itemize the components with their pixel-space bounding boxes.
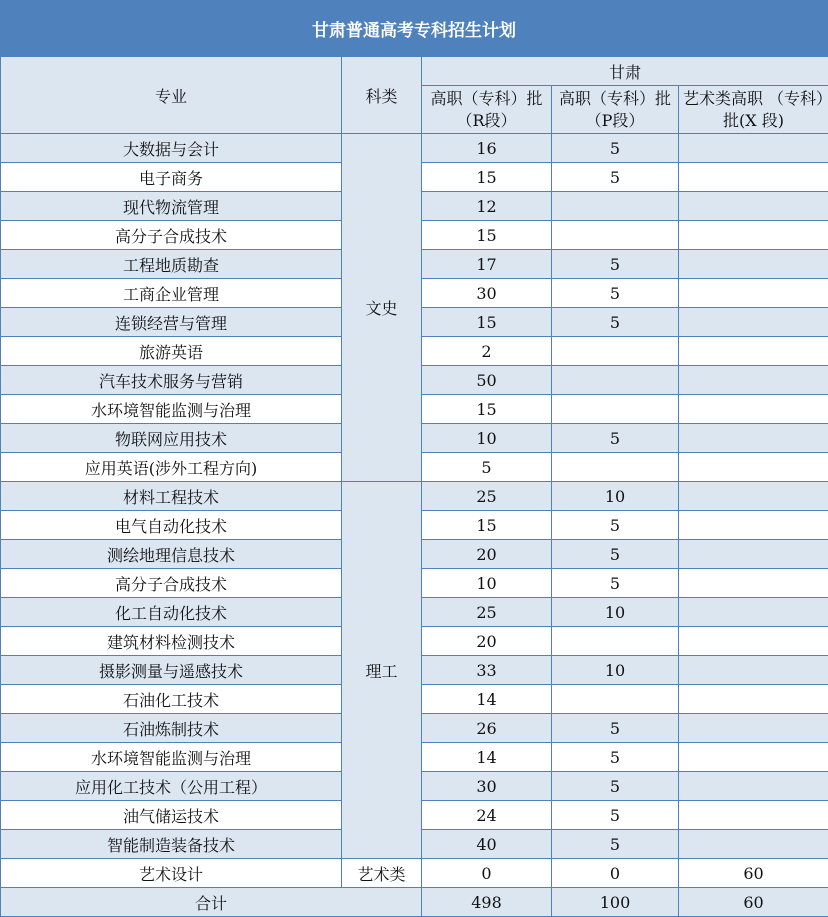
quota-r-cell: 0 xyxy=(422,859,552,888)
quota-r-cell: 14 xyxy=(422,685,552,714)
quota-p-cell: 5 xyxy=(552,163,679,192)
table-title: 甘肃普通高考专科招生计划 xyxy=(0,0,828,56)
quota-p-cell xyxy=(552,192,679,221)
quota-x-cell xyxy=(679,627,828,656)
quota-r-cell: 40 xyxy=(422,830,552,859)
quota-r-cell: 16 xyxy=(422,134,552,163)
quota-r-cell: 20 xyxy=(422,540,552,569)
major-cell: 智能制造装备技术 xyxy=(1,830,342,859)
total-row xyxy=(1,888,828,917)
major-cell: 化工自动化技术 xyxy=(1,598,342,627)
header-col-x: 艺术类高职 （专科）批(X 段) xyxy=(679,86,828,134)
major-cell: 艺术设计 xyxy=(1,859,342,888)
quota-r-cell: 15 xyxy=(422,511,552,540)
quota-p-cell: 5 xyxy=(552,134,679,163)
quota-r-cell: 12 xyxy=(422,192,552,221)
major-cell: 电子商务 xyxy=(1,163,342,192)
quota-r-cell: 15 xyxy=(422,308,552,337)
total-r-cell: 498 xyxy=(422,888,552,917)
major-cell: 工商企业管理 xyxy=(1,279,342,308)
major-cell: 物联网应用技术 xyxy=(1,424,342,453)
total-x-cell: 60 xyxy=(679,888,828,917)
quota-x-cell xyxy=(679,714,828,743)
quota-r-cell: 14 xyxy=(422,743,552,772)
quota-r-cell: 33 xyxy=(422,656,552,685)
quota-x-cell xyxy=(679,337,828,366)
quota-x-cell xyxy=(679,540,828,569)
quota-r-cell: 17 xyxy=(422,250,552,279)
quota-x-cell xyxy=(679,366,828,395)
quota-x-cell xyxy=(679,772,828,801)
quota-p-cell: 10 xyxy=(552,598,679,627)
quota-p-cell: 10 xyxy=(552,656,679,685)
quota-r-cell: 25 xyxy=(422,598,552,627)
quota-p-cell: 5 xyxy=(552,714,679,743)
major-cell: 水环境智能监测与治理 xyxy=(1,743,342,772)
quota-x-cell xyxy=(679,598,828,627)
quota-r-cell: 24 xyxy=(422,801,552,830)
quota-r-cell: 5 xyxy=(422,453,552,482)
major-cell: 应用化工技术（公用工程） xyxy=(1,772,342,801)
quota-p-cell: 5 xyxy=(552,424,679,453)
quota-p-cell: 5 xyxy=(552,772,679,801)
quota-p-cell xyxy=(552,366,679,395)
quota-x-cell xyxy=(679,163,828,192)
quota-x-cell xyxy=(679,801,828,830)
quota-r-cell: 10 xyxy=(422,424,552,453)
header-col-r: 高职（专科）批（R段） xyxy=(422,86,552,134)
quota-p-cell xyxy=(552,685,679,714)
major-cell: 高分子合成技术 xyxy=(1,221,342,250)
header-region: 甘肃 xyxy=(422,57,828,86)
major-cell: 测绘地理信息技术 xyxy=(1,540,342,569)
major-cell: 现代物流管理 xyxy=(1,192,342,221)
quota-r-cell: 50 xyxy=(422,366,552,395)
quota-r-cell: 15 xyxy=(422,163,552,192)
major-cell: 汽车技术服务与营销 xyxy=(1,366,342,395)
table-row xyxy=(1,482,828,511)
major-cell: 旅游英语 xyxy=(1,337,342,366)
quota-p-cell: 5 xyxy=(552,801,679,830)
quota-p-cell xyxy=(552,627,679,656)
quota-p-cell: 5 xyxy=(552,569,679,598)
major-cell: 工程地质勘查 xyxy=(1,250,342,279)
quota-x-cell xyxy=(679,511,828,540)
header-major: 专业 xyxy=(1,57,342,134)
table-body xyxy=(1,134,828,917)
table-row xyxy=(1,859,828,888)
total-label: 合计 xyxy=(1,888,422,917)
category-cell: 文史 xyxy=(342,134,422,482)
quota-x-cell xyxy=(679,830,828,859)
quota-r-cell: 2 xyxy=(422,337,552,366)
major-cell: 石油化工技术 xyxy=(1,685,342,714)
quota-x-cell xyxy=(679,424,828,453)
quota-r-cell: 30 xyxy=(422,279,552,308)
quota-p-cell: 5 xyxy=(552,743,679,772)
quota-r-cell: 10 xyxy=(422,569,552,598)
quota-x-cell xyxy=(679,743,828,772)
major-cell: 连锁经营与管理 xyxy=(1,308,342,337)
major-cell: 材料工程技术 xyxy=(1,482,342,511)
quota-r-cell: 15 xyxy=(422,221,552,250)
header-col-p: 高职（专科）批（P段） xyxy=(552,86,679,134)
quota-r-cell: 25 xyxy=(422,482,552,511)
major-cell: 建筑材料检测技术 xyxy=(1,627,342,656)
quota-p-cell xyxy=(552,453,679,482)
header-category: 科类 xyxy=(342,57,422,134)
quota-x-cell xyxy=(679,279,828,308)
quota-x-cell xyxy=(679,482,828,511)
quota-x-cell: 60 xyxy=(679,859,828,888)
quota-p-cell xyxy=(552,337,679,366)
major-cell: 摄影测量与遥感技术 xyxy=(1,656,342,685)
quota-r-cell: 20 xyxy=(422,627,552,656)
quota-x-cell xyxy=(679,569,828,598)
quota-r-cell: 30 xyxy=(422,772,552,801)
quota-p-cell: 5 xyxy=(552,308,679,337)
quota-p-cell: 0 xyxy=(552,859,679,888)
major-cell: 高分子合成技术 xyxy=(1,569,342,598)
quota-x-cell xyxy=(679,192,828,221)
quota-p-cell: 5 xyxy=(552,511,679,540)
quota-x-cell xyxy=(679,656,828,685)
major-cell: 油气储运技术 xyxy=(1,801,342,830)
quota-p-cell: 10 xyxy=(552,482,679,511)
major-cell: 电气自动化技术 xyxy=(1,511,342,540)
quota-r-cell: 15 xyxy=(422,395,552,424)
major-cell: 水环境智能监测与治理 xyxy=(1,395,342,424)
major-cell: 应用英语(涉外工程方向) xyxy=(1,453,342,482)
quota-x-cell xyxy=(679,308,828,337)
quota-p-cell: 5 xyxy=(552,250,679,279)
category-cell: 理工 xyxy=(342,482,422,859)
quota-p-cell: 5 xyxy=(552,540,679,569)
quota-x-cell xyxy=(679,134,828,163)
quota-x-cell xyxy=(679,685,828,714)
major-cell: 大数据与会计 xyxy=(1,134,342,163)
quota-x-cell xyxy=(679,453,828,482)
quota-p-cell: 5 xyxy=(552,279,679,308)
major-cell: 石油炼制技术 xyxy=(1,714,342,743)
quota-r-cell: 26 xyxy=(422,714,552,743)
category-cell: 艺术类 xyxy=(342,859,422,888)
quota-x-cell xyxy=(679,221,828,250)
total-p-cell: 100 xyxy=(552,888,679,917)
quota-p-cell xyxy=(552,221,679,250)
quota-x-cell xyxy=(679,250,828,279)
quota-x-cell xyxy=(679,395,828,424)
quota-p-cell xyxy=(552,395,679,424)
quota-p-cell: 5 xyxy=(552,830,679,859)
enrollment-plan-table xyxy=(0,56,828,917)
table-row xyxy=(1,134,828,163)
